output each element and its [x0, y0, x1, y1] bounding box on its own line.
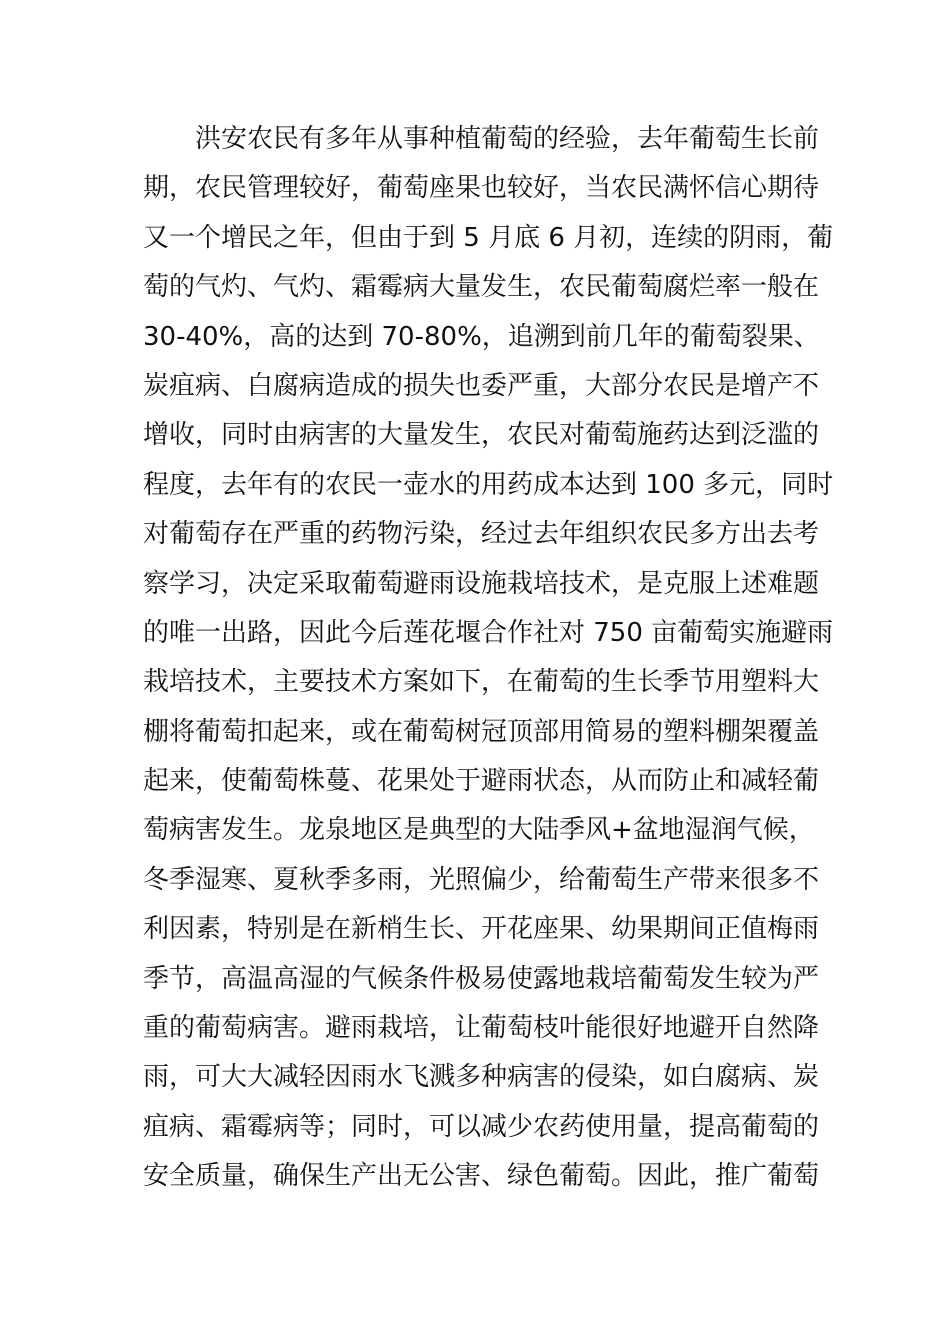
text-line: 30-40%，高的达到 70-80%，追溯到前几年的葡萄裂果、: [143, 321, 820, 352]
text-line: 雨，可大大减轻因雨水飞溅多种病害的侵染，如白腐病、炭: [143, 1062, 820, 1093]
text-line: 萄病害发生。龙泉地区是典型的大陆季风+盆地湿润气候，: [143, 815, 815, 846]
text-line: 察学习，决定采取葡萄避雨设施栽培技术，是克服上述难题: [143, 568, 820, 599]
text-line: 洪安农民有多年从事种植葡萄的经验，去年葡萄生长前: [143, 124, 820, 154]
text-line: 冬季湿寒、夏秋季多雨，光照偏少，给葡萄生产带来很多不: [143, 864, 820, 895]
text-line: 萄的气灼、气灼、霜霉病大量发生，农民葡萄腐烂率一般在: [143, 272, 820, 303]
text-line: 季节，高温高湿的气候条件极易使露地栽培葡萄发生较为严: [143, 963, 820, 994]
text-line: 疽病、霜霉病等；同时，可以减少农药使用量，提高葡萄的: [143, 1111, 820, 1142]
text-line: 栽培技术，主要技术方案如下，在葡萄的生长季节用塑料大: [143, 667, 820, 698]
text-line: 程度，去年有的农民一壶水的用药成本达到 100 多元，同时: [143, 469, 834, 500]
body-paragraph: [143, 115, 834, 1202]
text-line: 又一个增民之年，但由于到 5 月底 6 月初，连续的阴雨，葡: [143, 222, 834, 253]
text-line: 安全质量，确保生产出无公害、绿色葡萄。因此，推广葡萄: [143, 1161, 820, 1192]
text-line: 增收，同时由病害的大量发生，农民对葡萄施药达到泛滥的: [143, 420, 820, 451]
text-line: 利因素，特别是在新梢生长、开花座果、幼果期间正值梅雨: [143, 914, 820, 945]
text-line: 起来，使葡萄株蔓、花果处于避雨状态，从而防止和减轻葡: [143, 766, 820, 797]
text-line: 期，农民管理较好，葡萄座果也较好，当农民满怀信心期待: [143, 173, 820, 204]
text-line: 重的葡萄病害。避雨栽培，让葡萄枝叶能很好地避开自然降: [143, 1013, 820, 1044]
text-line: 的唯一出路，因此今后莲花堰合作社对 750 亩葡萄实施避雨: [143, 617, 834, 648]
text-line: 炭疽病、白腐病造成的损失也委严重，大部分农民是增产不: [143, 370, 820, 401]
text-line: 对葡萄存在严重的药物污染，经过去年组织农民多方出去考: [143, 519, 820, 550]
text-line: 棚将葡萄扣起来，或在葡萄树冠顶部用简易的塑料棚架覆盖: [143, 716, 820, 747]
